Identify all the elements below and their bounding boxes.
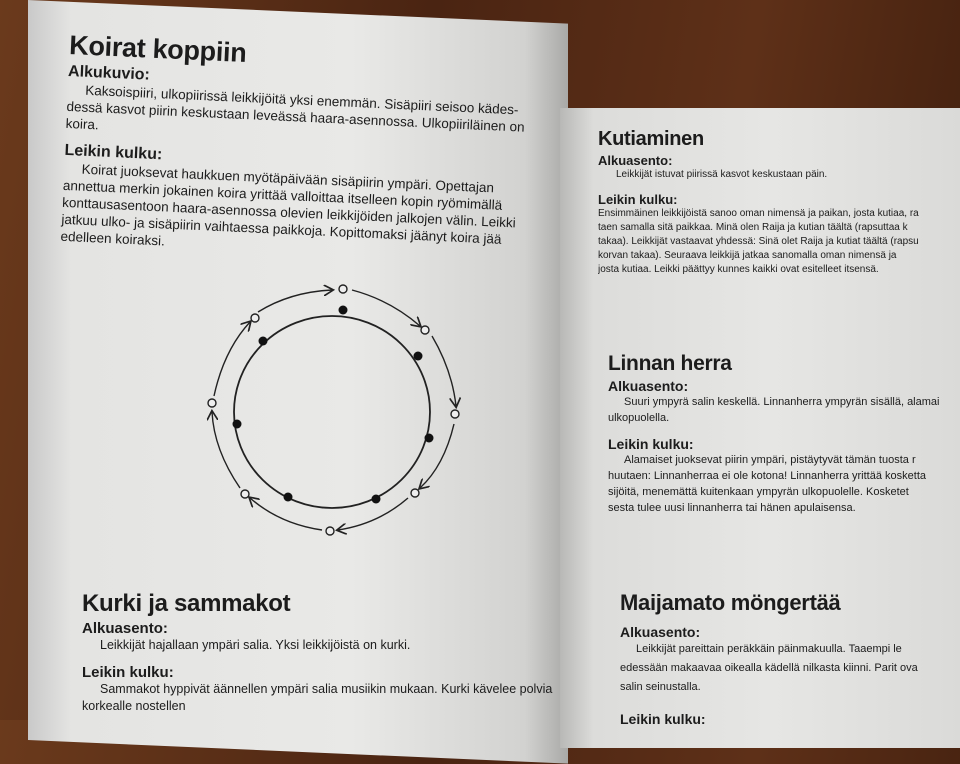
outer-players	[208, 285, 459, 535]
section-heading: Leikin kulku:	[598, 192, 678, 207]
game-title: Linnan herra	[608, 352, 732, 375]
text-line: salin seinustalla.	[620, 681, 701, 693]
game-title: Kutiaminen	[598, 128, 704, 150]
text-line: edessään makaavaa oikealla kädellä nilkasta kiinni. Parit ova	[620, 662, 918, 674]
text-line: Alamaiset juoksevat piirin ympäri, pistäytyvät tämän tuosta r	[624, 454, 916, 466]
section-text: Leikkijät istuvat piirissä kasvot keskustaan päin.	[616, 169, 828, 180]
section-text	[608, 452, 960, 516]
text-line: Suuri ympyrä salin keskellä. Linnanherra ympyrän sisällä, alamai	[624, 396, 940, 408]
section-heading: Alkukuvio:	[67, 62, 151, 84]
section-heading: Leikin kulku:	[64, 141, 163, 164]
inner-players	[233, 306, 434, 504]
left-page-game2	[82, 590, 562, 725]
section-heading: Alkuasento:	[598, 153, 673, 168]
section-heading: Alkuasento:	[608, 378, 689, 394]
section-heading: Leikin kulku:	[608, 436, 694, 452]
game-title: Koirat koppiin	[68, 30, 248, 69]
text-line: Leikkijät pareittain peräkkäin päinmakuulla. Taaempi le	[636, 643, 902, 655]
text-line: sesta tulee uusi linnanherra tai hänen apulaisensa.	[608, 502, 856, 514]
section-text: Kaksoispiiri, ulkopiirissä leikkijöitä yksi enemmän. Sisäpiiri seisoo kädes- dessä kasvot piirin keskustaan leveässä haara-asennossa. Ulkopiiriläinen on koira.	[65, 82, 525, 135]
text-line: takaa). Leikkijät vastaavat yhdessä: Sinä olet Raija ja kutiat täältä (rapsu	[598, 236, 919, 247]
right-game2	[608, 352, 960, 526]
section-text: Leikkijät hajallaan ympäri salia. Yksi leikkijöistä on kurki.	[100, 638, 411, 652]
right-game3	[620, 590, 960, 727]
game-title: Maijamato möngertää	[620, 590, 841, 615]
text-line: korvan takaa). Seuraava leikkijä jatkaa sanomalla oman nimensä ja	[598, 250, 897, 261]
section-text: Koirat juoksevat haukkuen myötäpäivään sisäpiirin ympäri. Opettajan annettua merkin jokainen koira yrittää valloittaa itselleen kopin ryömimällä konttausasentoon haara-asennossa olevien leikkijöiden jalkojen välin. Leikki jatkuu ulko- ja sisäpiirin vaihtaessa paikkoja. Kopittomaksi jäänyt koira jää edelleen koiraksi.	[60, 161, 517, 249]
section-heading: Leikin kulku:	[620, 711, 706, 727]
text-line: taen samalla sitä paikkaa. Minä olen Raija ja kutian täältä (rapsuttaa k	[598, 222, 908, 233]
section-heading: Alkuasento:	[82, 620, 168, 637]
text-line: ulkopuolella.	[608, 412, 670, 424]
section-heading: Alkuasento:	[620, 624, 701, 640]
section-text	[608, 394, 960, 426]
text-line: sijöitä, menemättä kuitenkaan ympyrän ulkopuolelle. Kosketet	[608, 486, 909, 498]
section-text	[620, 640, 960, 697]
game-title: Kurki ja sammakot	[82, 590, 291, 617]
right-game1	[598, 128, 960, 287]
section-text	[598, 207, 960, 277]
section-heading: Leikin kulku:	[82, 664, 174, 681]
section-text: Sammakot hyppivät äännellen ympäri salia musiikin mukaan. Kurki kävelee polvia korkealle nostellen	[82, 682, 553, 713]
text-line: josta kutiaa. Leikki päättyy kunnes kaikki ovat esitelleet itsensä.	[598, 264, 879, 275]
text-line: Ensimmäinen leikkijöistä sanoo oman nimensä ja paikan, josta kutiaa, ra	[598, 208, 919, 219]
text-line: huutaen: Linnanherraa ei ole kotona! Linnanherra yrittää kosketta	[608, 470, 926, 482]
